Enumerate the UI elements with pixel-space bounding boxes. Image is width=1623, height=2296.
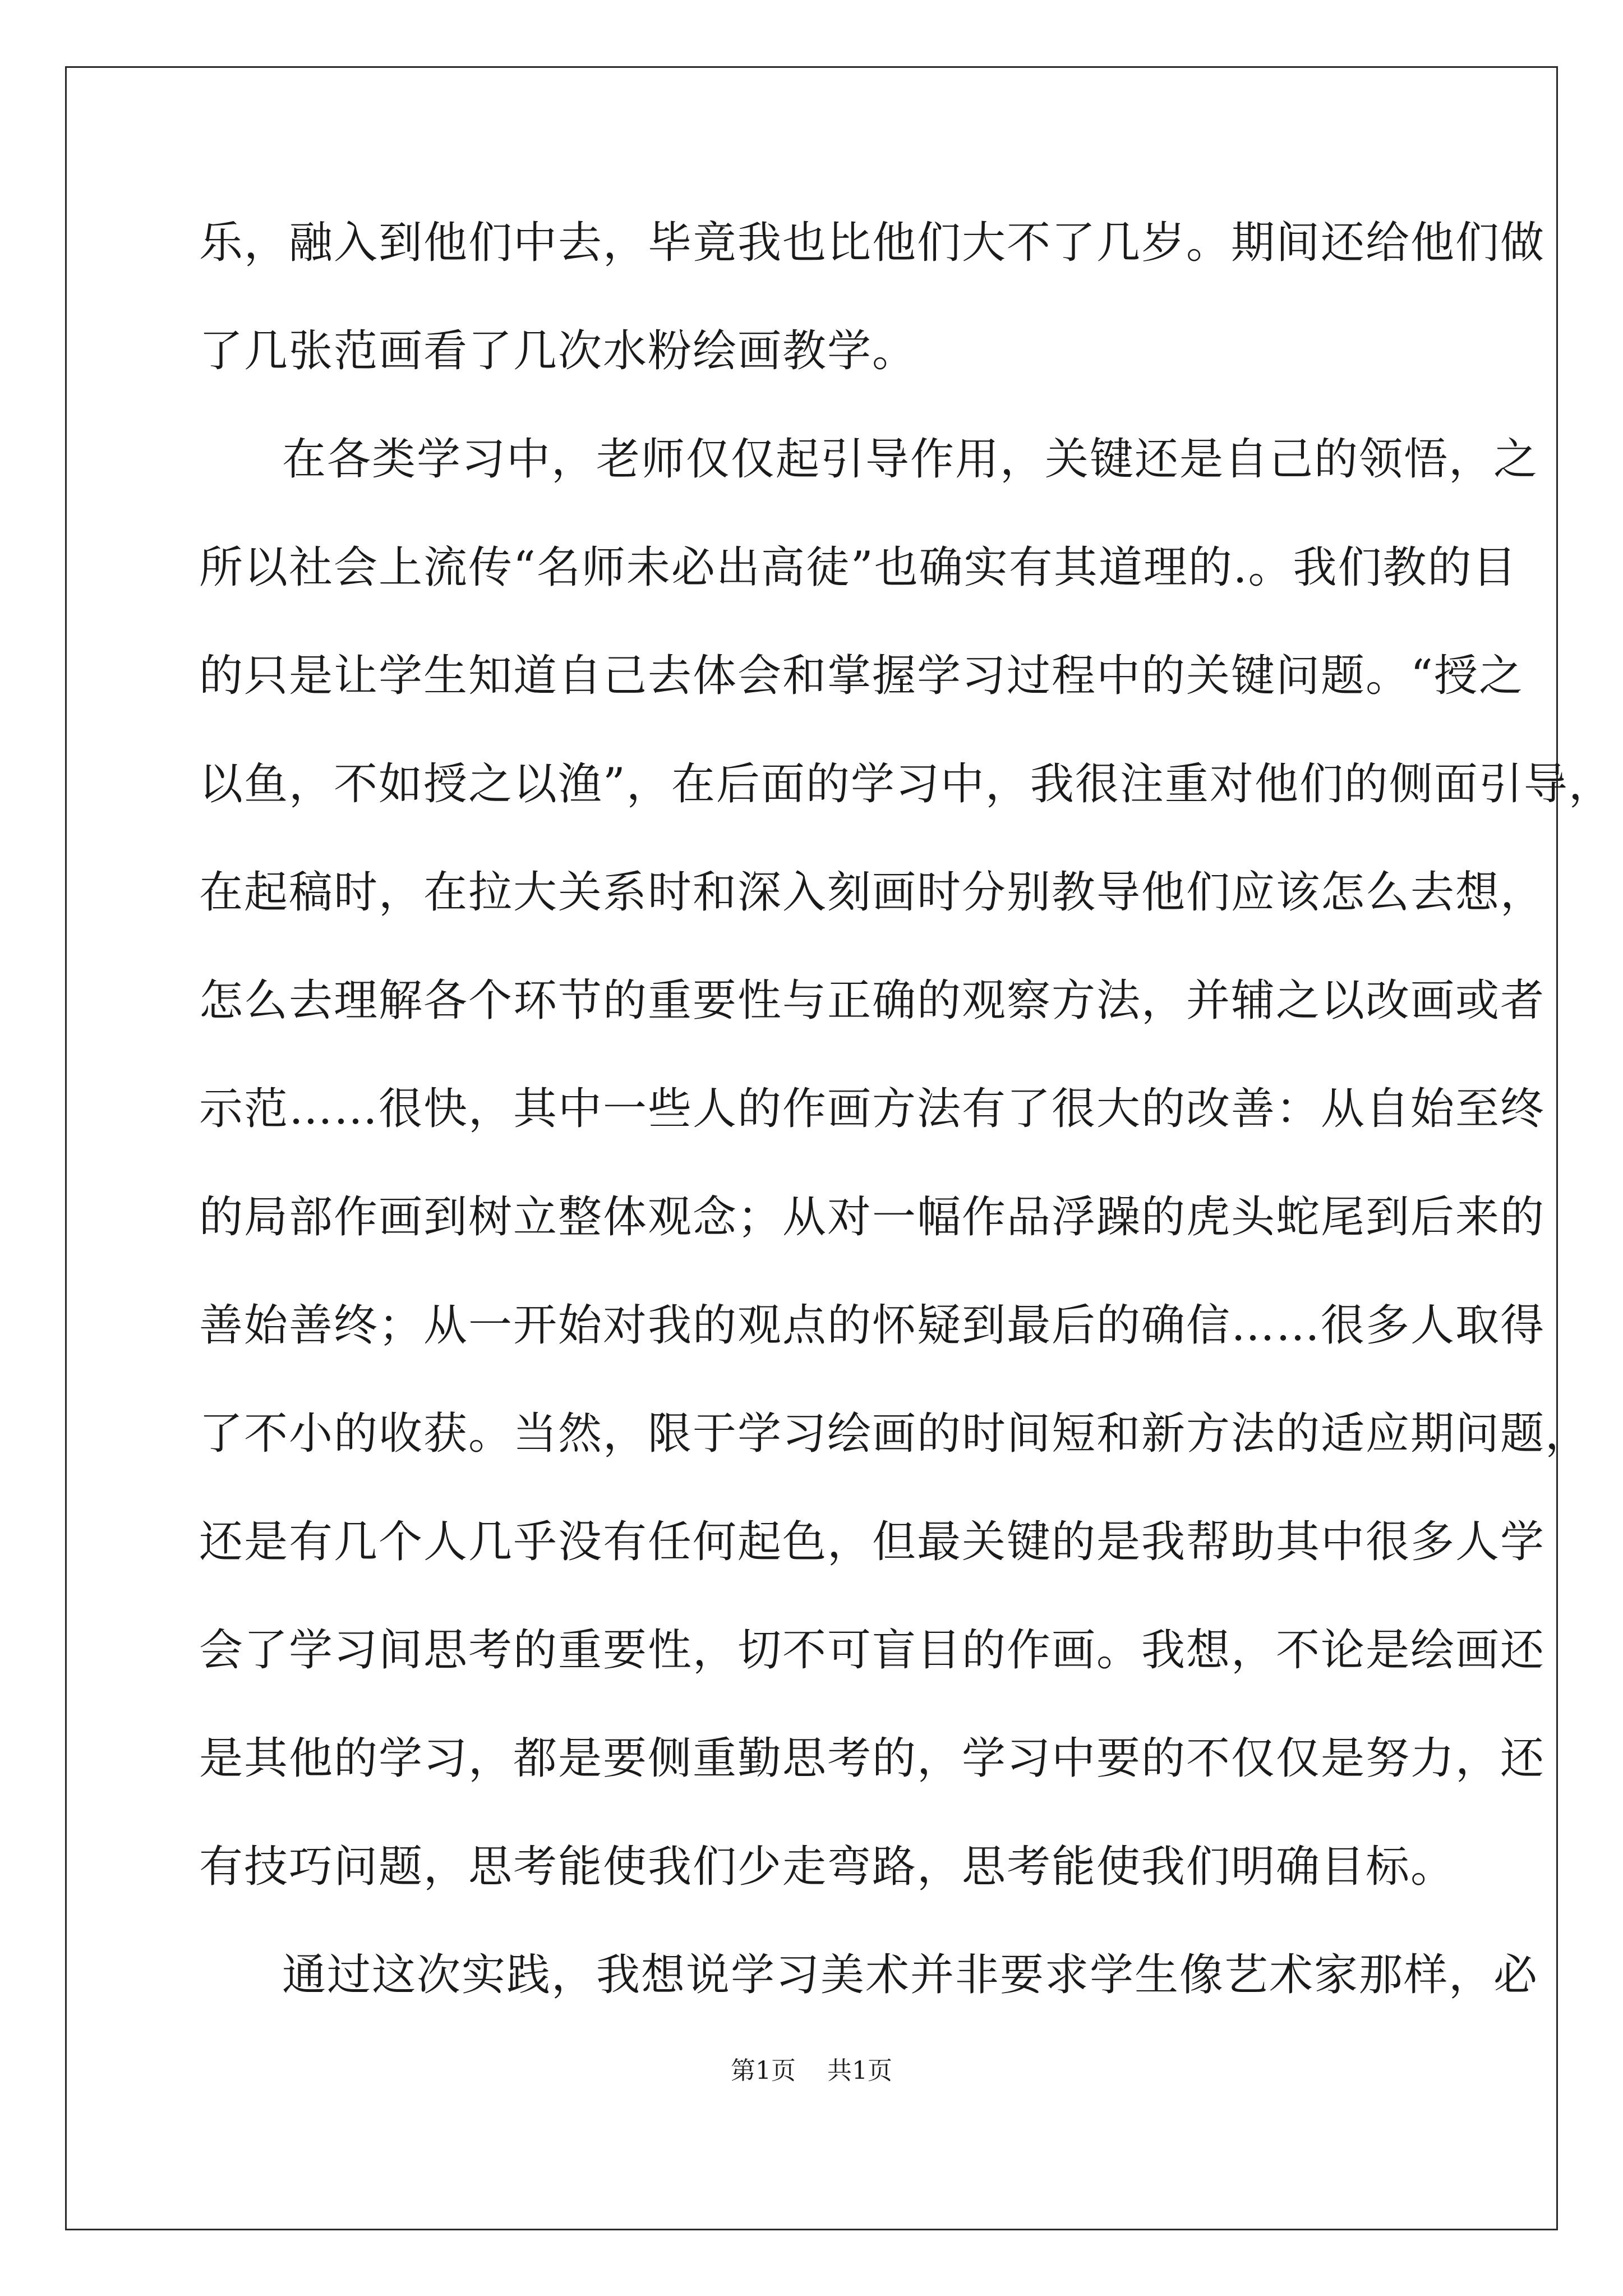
text-line: 乐，融入到他们中去，毕竟我也比他们大不了几岁。期间还给他们做 [199, 218, 1546, 268]
text-line: 的局部作画到树立整体观念；从对一幅作品浮躁的虎头蛇尾到后来的 [199, 1192, 1546, 1243]
paragraph-first-line: 通过这次实践，我想说学习美术并非要求学生像艺术家那样，必 [282, 1950, 1539, 2000]
page-number-current: 第1页 [731, 2056, 796, 2085]
text-line: 善始善终；从一开始对我的观点的怀疑到最后的确信……很多人取得 [199, 1300, 1546, 1351]
text-line: 以鱼，不如授之以渔”，在后面的学习中，我很注重对他们的侧面引导， [199, 759, 1613, 809]
text-line: 会了学习间思考的重要性，切不可盲目的作画。我想，不论是绘画还 [199, 1625, 1546, 1676]
page-border [65, 66, 1558, 2230]
page-number-total: 共1页 [827, 2056, 892, 2085]
page-footer [0, 2050, 1623, 2086]
text-line: 示范……很快，其中一些人的作画方法有了很大的改善：从自始至终 [199, 1084, 1546, 1134]
paragraph-first-line: 在各类学习中，老师仅仅起引导作用，关键还是自己的领悟，之 [282, 434, 1539, 485]
text-line: 所以社会上流传“名师未必出高徒”也确实有其道理的.。我们教的目 [199, 542, 1518, 593]
text-line: 怎么去理解各个环节的重要性与正确的观察方法，并辅之以改画或者 [199, 976, 1546, 1026]
text-line: 在起稿时，在拉大关系时和深入刻画时分别教导他们应该怎么去想， [199, 867, 1546, 918]
text-line: 是其他的学习，都是要侧重勤思考的，学习中要的不仅仅是努力，还 [199, 1733, 1546, 1784]
text-line: 的只是让学生知道自己去体会和掌握学习过程中的关键问题。“授之 [199, 651, 1524, 701]
text-line: 了不小的收获。当然，限于学习绘画的时间短和新方法的适应期问题， [199, 1409, 1590, 1459]
text-line: 了几张范画看了几次水粉绘画教学。 [199, 326, 917, 376]
text-line: 还是有几个人几乎没有任何起色，但最关键的是我帮助其中很多人学 [199, 1517, 1546, 1567]
text-line: 有技巧问题，思考能使我们少走弯路，思考能使我们明确目标。 [199, 1842, 1456, 1892]
